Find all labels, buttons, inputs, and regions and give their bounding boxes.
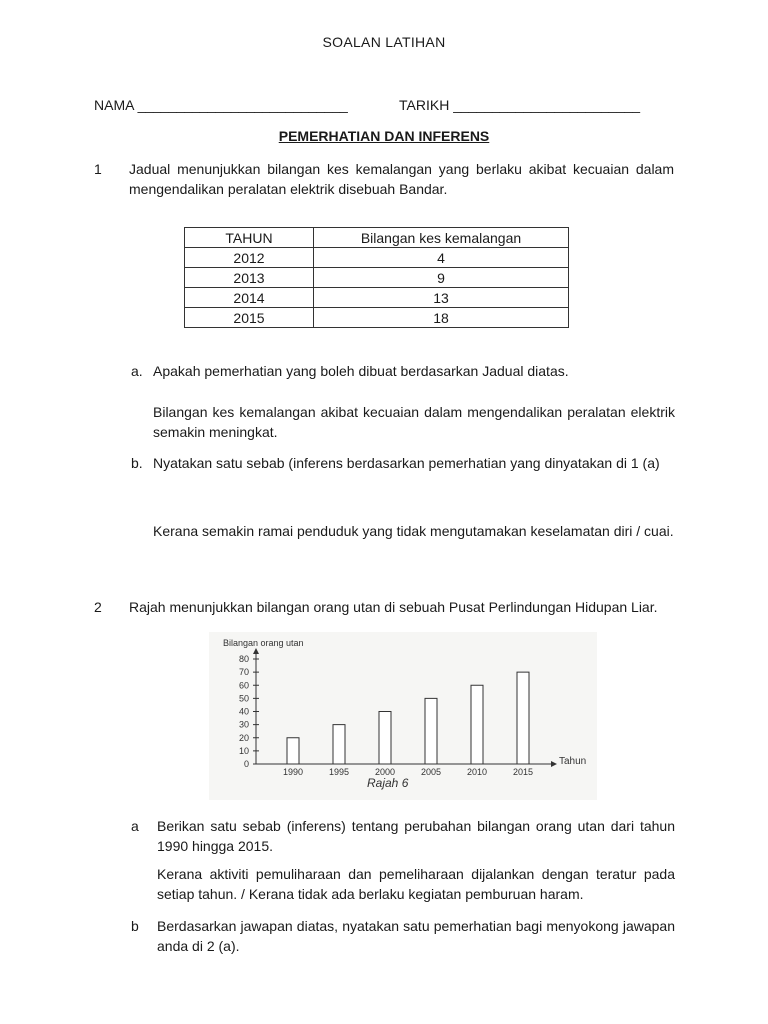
table-cell: 9 bbox=[314, 268, 569, 288]
bar bbox=[379, 712, 391, 765]
table-header: Bilangan kes kemalangan bbox=[314, 228, 569, 248]
question-2a-label: a bbox=[131, 818, 139, 834]
x-tick-label: 2005 bbox=[420, 767, 442, 777]
section-title: PEMERHATIAN DAN INFERENS bbox=[278, 128, 490, 144]
table-header: TAHUN bbox=[185, 228, 314, 248]
table-cell: 4 bbox=[314, 248, 569, 268]
accident-table bbox=[184, 227, 569, 328]
table-cell: 2015 bbox=[185, 308, 314, 328]
question-1a-label: a. bbox=[131, 363, 143, 379]
table-row bbox=[185, 268, 569, 288]
question-1a-text: Apakah pemerhatian yang boleh dibuat berdasarkan Jadual diatas. bbox=[153, 363, 569, 379]
question-1-text: Jadual menunjukkan bilangan kes kemalangan yang berlaku akibat kecuaian dalam mengendalikan peralatan elektrik disebuah Bandar. bbox=[129, 161, 674, 197]
question-1b-text: Nyatakan satu sebab (inferens berdasarkan pemerhatian yang dinyatakan di 1 (a) bbox=[153, 455, 660, 471]
y-tick-label: 20 bbox=[238, 732, 249, 743]
bar bbox=[517, 672, 529, 764]
answer-1a-text: Bilangan kes kemalangan akibat kecuaian dalam mengendalikan peralatan elektrik semakin meningkat. bbox=[153, 404, 675, 440]
y-tick-label: 10 bbox=[238, 745, 249, 756]
x-tick-label: 2000 bbox=[374, 767, 396, 777]
x-tick-label: 2015 bbox=[512, 767, 534, 777]
y-tick-label: 30 bbox=[238, 719, 249, 730]
bar bbox=[471, 685, 483, 764]
table-row bbox=[185, 288, 569, 308]
y-tick-label: 0 bbox=[243, 759, 249, 769]
x-tick-label: 2010 bbox=[466, 767, 488, 777]
y-axis-label: Bilangan orang utan bbox=[223, 638, 304, 648]
x-axis-label: Tahun bbox=[559, 756, 587, 767]
question-2a-text: Berikan satu sebab (inferens) tentang perubahan bilangan orang utan dari tahun 1990 hingga 2015. bbox=[157, 818, 675, 854]
x-axis-arrow bbox=[551, 761, 557, 767]
answer-2a-text: Kerana aktiviti pemuliharaan dan pemeliharaan dijalankan dengan teratur pada setiap tahun. / Kerana tidak ada berlaku kegiatan pemburuan haram. bbox=[157, 866, 675, 902]
table-row bbox=[185, 308, 569, 328]
y-tick-label: 80 bbox=[238, 654, 249, 664]
bar bbox=[333, 725, 345, 764]
table-header-row bbox=[185, 228, 569, 248]
y-tick-label: 50 bbox=[238, 693, 249, 704]
chart-figure bbox=[209, 632, 597, 800]
table-cell: 13 bbox=[314, 288, 569, 308]
chart-title: Rajah 6 bbox=[367, 776, 409, 790]
answer-1b-text: Kerana semakin ramai penduduk yang tidak mengutamakan keselamatan diri / cuai. bbox=[153, 523, 674, 539]
table-cell: 18 bbox=[314, 308, 569, 328]
table-cell: 2012 bbox=[185, 248, 314, 268]
question-2b-label: b bbox=[131, 918, 139, 934]
y-tick-label: 60 bbox=[238, 680, 249, 691]
table-cell: 2013 bbox=[185, 268, 314, 288]
table-cell: 2014 bbox=[185, 288, 314, 308]
x-tick-label: 1990 bbox=[282, 767, 304, 777]
y-tick-label: 40 bbox=[238, 706, 249, 717]
question-2b-text: Berdasarkan jawapan diatas, nyatakan satu pemerhatian bagi menyokong jawapan anda di 2 (a). bbox=[157, 918, 675, 954]
y-tick-label: 70 bbox=[238, 667, 249, 678]
question-1-number: 1 bbox=[94, 161, 102, 177]
y-axis-arrow bbox=[253, 648, 259, 654]
x-tick-label: 1995 bbox=[328, 767, 350, 777]
question-1b-label: b. bbox=[131, 455, 143, 471]
bar-chart bbox=[209, 632, 597, 800]
date-field-line: TARIKH ________________________ bbox=[399, 97, 641, 113]
question-2-text: Rajah menunjukkan bilangan orang utan di sebuah Pusat Perlindungan Hidupan Liar. bbox=[129, 599, 658, 615]
bar bbox=[425, 698, 437, 764]
name-field-line: NAMA ___________________________ bbox=[94, 97, 348, 113]
question-2-number: 2 bbox=[94, 599, 102, 615]
page-title: SOALAN LATIHAN bbox=[322, 34, 446, 50]
bar bbox=[287, 738, 299, 764]
table-row bbox=[185, 248, 569, 268]
